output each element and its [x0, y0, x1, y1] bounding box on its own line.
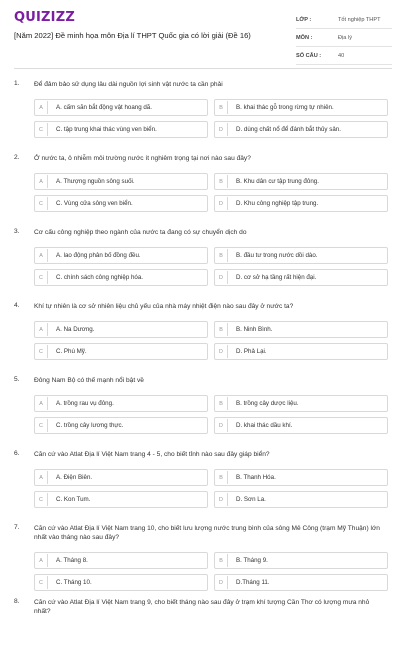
meta-value: Địa lý: [338, 34, 352, 41]
meta-row-subject: [296, 29, 392, 47]
option-letter: B: [215, 175, 228, 188]
option-letter: C: [35, 576, 48, 589]
option-text: C. Phú Mỹ.: [56, 348, 87, 355]
answer-option-c[interactable]: [34, 195, 208, 212]
answer-option-c[interactable]: [34, 269, 208, 286]
question-block: [0, 596, 400, 670]
question-number: 6.: [14, 450, 20, 457]
option-letter: B: [215, 471, 228, 484]
question-text: Căn cứ vào Atlat Địa lí Việt Nam trang 10, cho biết lưu lượng nước trung bình của sông Mê Công (trạm Mỹ Thuận) lớn nhất vào tháng nào sau đây?: [34, 525, 380, 541]
header: [0, 0, 400, 64]
question-number: 5.: [14, 376, 20, 383]
meta-row-count: [296, 47, 392, 65]
option-letter: C: [35, 493, 48, 506]
option-letter: D: [215, 576, 228, 589]
document-title: [Năm 2022] Đề minh họa môn Địa lí THPT Quốc gia có lời giải (Đề 16): [14, 31, 251, 40]
answer-option-d[interactable]: [214, 121, 388, 138]
option-text: C. Vùng cửa sông ven biển.: [56, 200, 133, 207]
answer-option-d[interactable]: [214, 491, 388, 508]
option-letter: B: [215, 397, 228, 410]
option-letter: A: [35, 323, 48, 336]
question-block: [0, 152, 400, 226]
option-letter: C: [35, 197, 48, 210]
answer-option-b[interactable]: [214, 469, 388, 486]
question-text: Căn cứ vào Atlat Địa lí Việt Nam trang 4 - 5, cho biết tỉnh nào sau đây giáp biển?: [34, 451, 270, 458]
option-letter: A: [35, 249, 48, 262]
answer-option-c[interactable]: [34, 417, 208, 434]
question-block: [0, 78, 400, 152]
meta-value: Tốt nghiệp THPT: [338, 16, 381, 23]
question-block: [0, 522, 400, 596]
option-letter: A: [35, 471, 48, 484]
option-text: A. lao động phân bố đồng đều.: [56, 252, 141, 259]
question-number: 4.: [14, 302, 20, 309]
option-letter: D: [215, 197, 228, 210]
question-block: [0, 226, 400, 300]
option-letter: C: [35, 419, 48, 432]
question-number: 7.: [14, 524, 20, 531]
answer-option-a[interactable]: [34, 173, 208, 190]
header-divider: [14, 68, 392, 69]
option-letter: B: [215, 101, 228, 114]
answer-option-d[interactable]: [214, 269, 388, 286]
option-letter: D: [215, 271, 228, 284]
question-number: 2.: [14, 154, 20, 161]
option-letter: D: [215, 123, 228, 136]
option-text: D. Khu công nghiệp tập trung.: [236, 200, 319, 207]
answer-option-a[interactable]: [34, 247, 208, 264]
option-text: B. trồng cây dược liệu.: [236, 400, 299, 407]
option-text: D. dùng chất nổ để đánh bắt thủy sản.: [236, 126, 341, 133]
answer-option-b[interactable]: [214, 99, 388, 116]
option-text: A. Thượng nguồn sông suối.: [56, 178, 135, 185]
answer-option-c[interactable]: [34, 574, 208, 591]
option-letter: A: [35, 397, 48, 410]
quizizz-logo[interactable]: QUIZIZZ: [14, 10, 75, 25]
option-text: C. chính sách công nghiệp hóa.: [56, 274, 144, 281]
option-text: C. Tháng 10.: [56, 579, 92, 586]
option-text: B. đầu tư trong nước dồi dào.: [236, 252, 318, 259]
option-letter: B: [215, 554, 228, 567]
question-text: Khí tự nhiên là cơ sở nhiên liệu chủ yếu của nhà máy nhiệt điện nào sau đây ở nước ta?: [34, 303, 294, 310]
answer-option-a[interactable]: [34, 552, 208, 569]
option-text: D. khai thác dầu khí.: [236, 422, 293, 429]
option-letter: D: [215, 419, 228, 432]
question-number: 8.: [14, 598, 20, 605]
option-text: A. Điện Biên.: [56, 474, 93, 481]
answer-option-b[interactable]: [214, 395, 388, 412]
question-block: [0, 448, 400, 522]
option-letter: D: [215, 493, 228, 506]
question-text: Để đảm bảo sử dụng lâu dài nguồn lợi sinh vật nước ta cần phải: [34, 81, 223, 88]
answer-option-a[interactable]: [34, 469, 208, 486]
answer-option-a[interactable]: [34, 99, 208, 116]
question-text: Cơ cấu công nghiệp theo ngành của nước ta đang có sự chuyển dịch do: [34, 229, 247, 236]
meta-table: [296, 11, 392, 65]
option-text: D. Phả Lại.: [236, 348, 267, 355]
option-text: D. Sơn La.: [236, 496, 266, 503]
question-number: 1.: [14, 80, 20, 87]
option-letter: B: [215, 249, 228, 262]
meta-key: LỚP :: [296, 16, 312, 23]
question-block: [0, 300, 400, 374]
option-text: A. Tháng 8.: [56, 557, 88, 564]
question-text: Căn cứ vào Atlat Địa lí Việt Nam trang 9, cho biết tháng nào sau đây ở trạm khí tượng Cần Thơ có lượng mưa nhỏ nhất?: [34, 599, 370, 615]
option-letter: A: [35, 101, 48, 114]
option-text: C. tập trung khai thác vùng ven biển.: [56, 126, 157, 133]
answer-option-d[interactable]: [214, 195, 388, 212]
question-block: [0, 374, 400, 448]
meta-row-grade: [296, 11, 392, 29]
meta-key: SỐ CÂU :: [296, 52, 322, 59]
option-text: B. Khu dân cư tập trung đông.: [236, 178, 319, 185]
answer-option-a[interactable]: [34, 395, 208, 412]
answer-option-b[interactable]: [214, 247, 388, 264]
option-text: D.Tháng 11.: [236, 579, 270, 586]
option-letter: C: [35, 271, 48, 284]
option-text: B. Tháng 9.: [236, 557, 268, 564]
option-letter: C: [35, 345, 48, 358]
option-letter: A: [35, 175, 48, 188]
meta-key: MÔN :: [296, 34, 313, 41]
question-text: Ở nước ta, ô nhiễm môi trường nước ít nghiêm trọng tại nơi nào sau đây?: [34, 155, 251, 162]
answer-option-a[interactable]: [34, 321, 208, 338]
answer-option-b[interactable]: [214, 552, 388, 569]
answer-option-c[interactable]: [34, 491, 208, 508]
answer-option-c[interactable]: [34, 343, 208, 360]
option-text: B. Ninh Bình.: [236, 326, 273, 333]
answer-option-c[interactable]: [34, 121, 208, 138]
option-letter: A: [35, 554, 48, 567]
question-text: Đông Nam Bộ có thế mạnh nổi bật về: [34, 377, 144, 384]
answer-option-d[interactable]: [214, 343, 388, 360]
option-text: A. cấm săn bắt động vật hoang dã.: [56, 104, 152, 111]
answer-option-d[interactable]: [214, 417, 388, 434]
option-text: B. khai thác gỗ trong rừng tự nhiên.: [236, 104, 334, 111]
option-letter: C: [35, 123, 48, 136]
option-text: C. trồng cây lương thực.: [56, 422, 124, 429]
answer-option-b[interactable]: [214, 173, 388, 190]
option-letter: B: [215, 323, 228, 336]
question-number: 3.: [14, 228, 20, 235]
option-letter: D: [215, 345, 228, 358]
option-text: D. cơ sở hạ tầng rất hiện đại.: [236, 274, 317, 281]
answer-option-d[interactable]: [214, 574, 388, 591]
answer-option-b[interactable]: [214, 321, 388, 338]
option-text: A. trồng rau vụ đông.: [56, 400, 114, 407]
option-text: A. Na Dương.: [56, 326, 95, 333]
option-text: B. Thanh Hóa.: [236, 474, 276, 481]
meta-value: 40: [338, 52, 345, 59]
option-text: C. Kon Tum.: [56, 496, 91, 503]
